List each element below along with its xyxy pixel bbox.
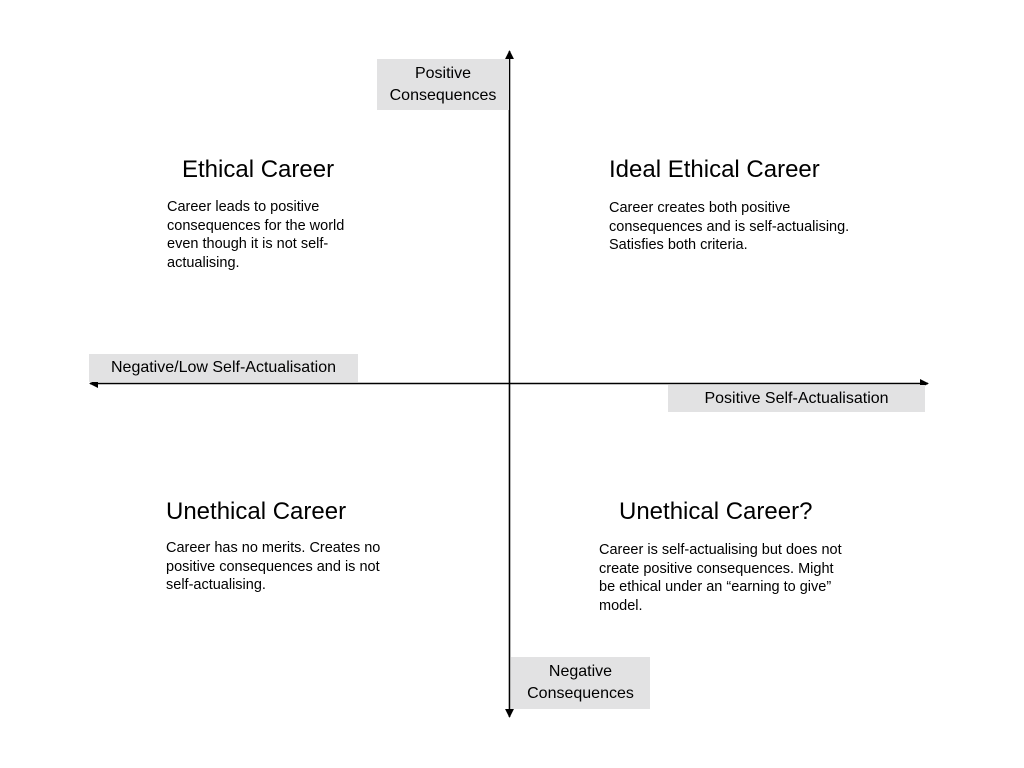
unethical-career-question-title: Unethical Career? (619, 498, 813, 525)
negative-consequences-label: Negative Consequences (511, 657, 650, 709)
positive-consequences-label: Positive Consequences (377, 59, 509, 110)
negative-self-actualisation-label: Negative/Low Self-Actualisation (89, 354, 358, 382)
ideal-ethical-career-description: Career creates both positive consequences and is self-actualising. Satisfies both criteria. (609, 200, 850, 253)
ethical-career-title: Ethical Career (182, 156, 335, 183)
ideal-ethical-career-title: Ideal Ethical Career (609, 156, 820, 183)
unethical-career-description: Career has no merits. Creates no positive consequences and is not self-actualising. (166, 540, 381, 593)
unethical-career-title: Unethical Career (166, 498, 347, 525)
ethical-career-description: Career leads to positive consequences for the world even though it is not self-actualising. (167, 199, 345, 271)
unethical-career-question-description: Career is self-actualising but does not create positive consequences. Might be ethical under an “earning to give” model. (599, 542, 842, 614)
positive-self-actualisation-label: Positive Self-Actualisation (668, 385, 925, 412)
